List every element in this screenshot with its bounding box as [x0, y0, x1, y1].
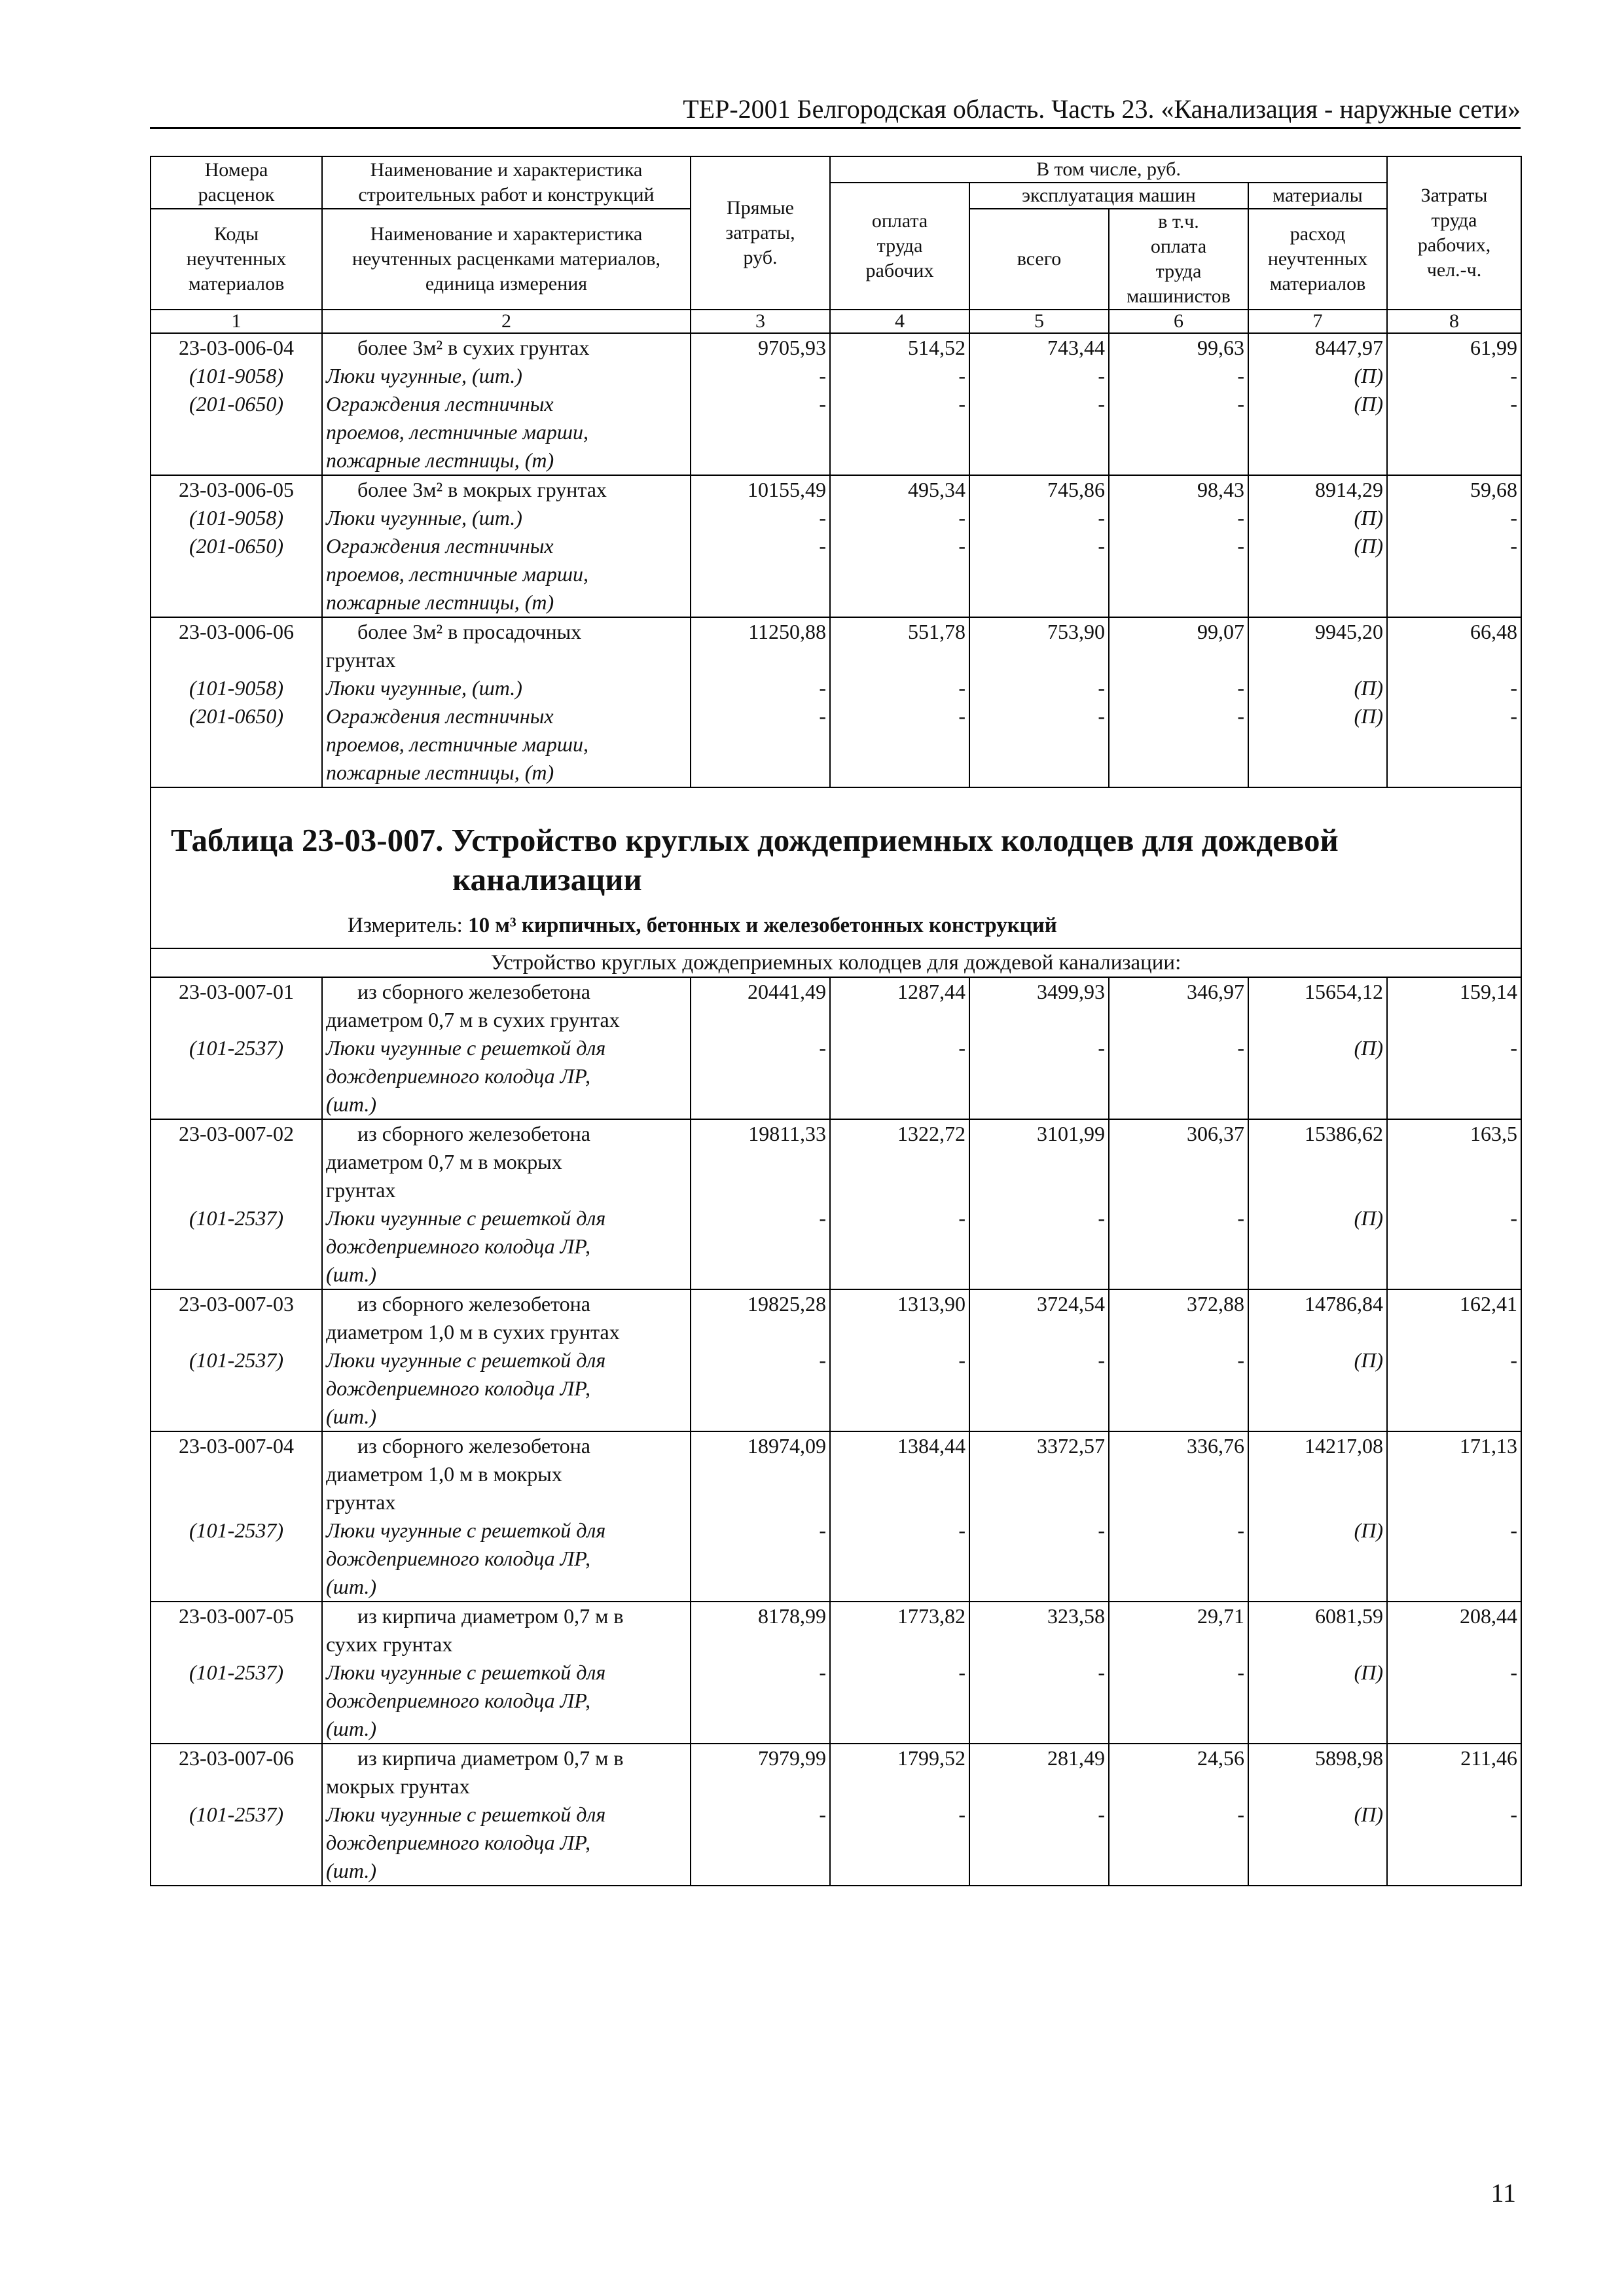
- machines-total-header: всего: [969, 209, 1109, 310]
- col2-top-header: Наименование и характеристика строительных работ и конструкций: [322, 156, 691, 209]
- rate-value: 743,44: [969, 333, 1109, 362]
- material-value: -: [691, 1346, 830, 1431]
- material-name-line: пожарные лестницы, (т): [326, 590, 554, 614]
- table-header: [151, 156, 1521, 333]
- material-name-line: Люки чугунные с решеткой для: [326, 1518, 606, 1542]
- rate-value: 18974,09: [691, 1431, 830, 1516]
- material-name-line: пожарные лестницы, (т): [326, 761, 554, 784]
- material-value: -: [830, 1516, 969, 1602]
- material-row: [151, 1034, 1521, 1119]
- column-number: 7: [1248, 310, 1387, 333]
- table-007-rows: [151, 977, 1521, 1886]
- material-value: -: [830, 1801, 969, 1886]
- material-value: -: [830, 390, 969, 475]
- rate-value: 9945,20: [1248, 617, 1387, 674]
- material-value: (П): [1248, 1659, 1387, 1744]
- rate-name-line: грунтах: [326, 648, 396, 672]
- column-number: 6: [1109, 310, 1248, 333]
- page-number: 11: [1490, 2178, 1516, 2208]
- rate-name-line: из кирпича диаметром 0,7 м в: [357, 1746, 624, 1770]
- material-value: -: [1109, 674, 1248, 702]
- rate-name-line: диаметром 0,7 м в мокрых: [326, 1150, 562, 1174]
- rate-code: 23-03-007-03: [151, 1289, 322, 1346]
- rate-value: 19811,33: [691, 1119, 830, 1204]
- material-name-line: дождеприемного колодца ЛР,: [326, 1234, 590, 1258]
- material-row: [151, 532, 1521, 617]
- rate-value: 745,86: [969, 475, 1109, 504]
- material-row: [151, 390, 1521, 475]
- rate-name-line: более 3м² в просадочных: [357, 620, 582, 643]
- direct-costs-header: Прямые затраты, руб.: [691, 156, 830, 310]
- material-value: -: [969, 1516, 1109, 1602]
- rate-code: 23-03-007-05: [151, 1602, 322, 1659]
- including-header: В том числе, руб.: [830, 156, 1387, 183]
- material-value: -: [969, 504, 1109, 532]
- material-value: -: [1387, 1346, 1521, 1431]
- material-name-line: Люки чугунные с решеткой для: [326, 1206, 606, 1230]
- rate-value: 14786,84: [1248, 1289, 1387, 1346]
- rate-code: 23-03-007-02: [151, 1119, 322, 1204]
- material-name-line: Люки чугунные, (шт.): [326, 506, 522, 529]
- material-value: -: [691, 390, 830, 475]
- material-name: [322, 1659, 691, 1744]
- rate-name: [322, 617, 691, 674]
- operators-wages-header: в т.ч. оплата труда машинистов: [1109, 209, 1248, 310]
- material-name-line: Люки чугунные с решеткой для: [326, 1348, 606, 1372]
- material-value: (П): [1248, 390, 1387, 475]
- section-title: Устройство круглых дождеприемных колодцев для дождевой канализации:: [151, 948, 1521, 977]
- column-number: 3: [691, 310, 830, 333]
- material-name-line: Люки чугунные с решеткой для: [326, 1036, 606, 1060]
- material-value: -: [691, 1659, 830, 1744]
- rate-name-line: из сборного железобетона: [357, 1292, 590, 1316]
- rate-value: 29,71: [1109, 1602, 1248, 1659]
- rate-value: 19825,28: [691, 1289, 830, 1346]
- material-value: -: [691, 504, 830, 532]
- material-value: -: [1387, 1034, 1521, 1119]
- material-name-line: пожарные лестницы, (т): [326, 448, 554, 472]
- rate-value: 14217,08: [1248, 1431, 1387, 1516]
- material-value: -: [969, 1801, 1109, 1886]
- worker-wages-header: оплата труда рабочих: [830, 183, 969, 310]
- material-value: -: [1109, 1346, 1248, 1431]
- rate-name-line: диаметром 0,7 м в сухих грунтах: [326, 1008, 620, 1031]
- material-value: -: [1387, 532, 1521, 617]
- material-name-line: Ограждения лестничных: [326, 392, 554, 416]
- material-value: -: [1387, 1516, 1521, 1602]
- material-row: [151, 1204, 1521, 1289]
- material-value: -: [691, 1801, 830, 1886]
- material-value: -: [1387, 674, 1521, 702]
- column-number: 4: [830, 310, 969, 333]
- material-name: [322, 362, 691, 390]
- material-value: -: [691, 674, 830, 702]
- material-value: -: [969, 1034, 1109, 1119]
- column-number: 1: [151, 310, 322, 333]
- rate-name-line: из сборного железобетона: [357, 1122, 590, 1145]
- rate-value: 3101,99: [969, 1119, 1109, 1204]
- rate-value: 1384,44: [830, 1431, 969, 1516]
- rate-value: 346,97: [1109, 977, 1248, 1034]
- rate-value: 59,68: [1387, 475, 1521, 504]
- material-value: -: [969, 1204, 1109, 1289]
- rate-row: [151, 475, 1521, 504]
- rate-row: [151, 1431, 1521, 1516]
- material-value: (П): [1248, 1346, 1387, 1431]
- material-name-line: (шт.): [326, 1575, 376, 1598]
- material-name-line: Люки чугунные, (шт.): [326, 676, 522, 700]
- material-value: -: [1109, 1659, 1248, 1744]
- rate-value: 9705,93: [691, 333, 830, 362]
- material-value: -: [1109, 1034, 1248, 1119]
- rate-value: 159,14: [1387, 977, 1521, 1034]
- material-value: -: [1109, 1204, 1248, 1289]
- material-name-line: Ограждения лестничных: [326, 704, 554, 728]
- material-value: -: [969, 674, 1109, 702]
- material-name-line: проемов, лестничные марши,: [326, 562, 589, 586]
- table-006-rows: [151, 333, 1521, 787]
- rate-value: 211,46: [1387, 1744, 1521, 1801]
- material-value: -: [1387, 362, 1521, 390]
- material-row: [151, 1801, 1521, 1886]
- rate-value: 281,49: [969, 1744, 1109, 1801]
- rate-value: 11250,88: [691, 617, 830, 674]
- material-value: -: [969, 362, 1109, 390]
- material-value: -: [830, 532, 969, 617]
- table-title-cell: [151, 787, 1521, 948]
- material-value: (П): [1248, 1801, 1387, 1886]
- material-name-line: дождеприемного колодца ЛР,: [326, 1547, 590, 1570]
- material-value: -: [1387, 1801, 1521, 1886]
- rate-value: 1313,90: [830, 1289, 969, 1346]
- rate-value: 10155,49: [691, 475, 830, 504]
- material-name-line: Люки чугунные, (шт.): [326, 364, 522, 387]
- material-value: -: [830, 504, 969, 532]
- material-name-line: Люки чугунные с решеткой для: [326, 1803, 606, 1826]
- material-value: -: [969, 532, 1109, 617]
- rate-value: 1799,52: [830, 1744, 969, 1801]
- material-value: (П): [1248, 674, 1387, 702]
- material-row: [151, 702, 1521, 787]
- material-value: -: [969, 1659, 1109, 1744]
- rates-table: [150, 156, 1522, 1886]
- material-code: (101-2537): [151, 1204, 322, 1289]
- rate-value: 171,13: [1387, 1431, 1521, 1516]
- rate-value: 5898,98: [1248, 1744, 1387, 1801]
- material-value: -: [1387, 702, 1521, 787]
- material-value: -: [1109, 504, 1248, 532]
- rate-row: [151, 1744, 1521, 1801]
- material-name-line: (шт.): [326, 1859, 376, 1882]
- material-value: -: [1387, 1204, 1521, 1289]
- rate-value: 24,56: [1109, 1744, 1248, 1801]
- material-code: (101-9058): [151, 674, 322, 702]
- rate-value: 99,07: [1109, 617, 1248, 674]
- material-name: [322, 1346, 691, 1431]
- material-row: [151, 1516, 1521, 1602]
- material-value: -: [691, 1516, 830, 1602]
- material-value: (П): [1248, 504, 1387, 532]
- rate-value: 20441,49: [691, 977, 830, 1034]
- material-value: -: [1109, 1801, 1248, 1886]
- material-code: (101-9058): [151, 362, 322, 390]
- material-value: -: [691, 1034, 830, 1119]
- material-name: [322, 1516, 691, 1602]
- rate-value: 208,44: [1387, 1602, 1521, 1659]
- material-row: [151, 674, 1521, 702]
- rate-value: 8914,29: [1248, 475, 1387, 504]
- column-number: 2: [322, 310, 691, 333]
- running-header: ТЕР-2001 Белгородская область. Часть 23. «Канализация - наружные сети»: [150, 93, 1521, 129]
- material-value: -: [969, 702, 1109, 787]
- rate-row: [151, 333, 1521, 362]
- rate-row: [151, 1602, 1521, 1659]
- rate-name-line: грунтах: [326, 1490, 396, 1514]
- material-value: -: [830, 1659, 969, 1744]
- rate-name: [322, 1119, 691, 1204]
- material-value: (П): [1248, 532, 1387, 617]
- column-number: 5: [969, 310, 1109, 333]
- material-value: -: [691, 1204, 830, 1289]
- material-value: -: [830, 1204, 969, 1289]
- machines-header: эксплуатация машин: [969, 183, 1248, 209]
- unaccounted-materials-header: расход неучтенных материалов: [1248, 209, 1387, 310]
- rate-name-line: более 3м² в мокрых грунтах: [357, 478, 607, 501]
- material-value: -: [830, 362, 969, 390]
- rate-value: 1322,72: [830, 1119, 969, 1204]
- rate-code: 23-03-006-06: [151, 617, 322, 674]
- rate-value: 372,88: [1109, 1289, 1248, 1346]
- rate-value: 551,78: [830, 617, 969, 674]
- material-name-line: дождеприемного колодца ЛР,: [326, 1689, 590, 1712]
- material-code: (101-2537): [151, 1034, 322, 1119]
- rate-name-line: более 3м² в сухих грунтах: [357, 336, 590, 359]
- column-number: 8: [1387, 310, 1521, 333]
- material-name-line: Люки чугунные с решеткой для: [326, 1660, 606, 1684]
- material-value: -: [830, 1034, 969, 1119]
- material-name-line: дождеприемного колодца ЛР,: [326, 1064, 590, 1088]
- material-name: [322, 1034, 691, 1119]
- rate-name-line: диаметром 1,0 м в сухих грунтах: [326, 1320, 620, 1344]
- material-value: -: [691, 362, 830, 390]
- rate-code: 23-03-007-01: [151, 977, 322, 1034]
- material-name: [322, 504, 691, 532]
- rate-value: 8178,99: [691, 1602, 830, 1659]
- labor-costs-header: Затраты труда рабочих, чел.-ч.: [1387, 156, 1521, 310]
- rate-value: 7979,99: [691, 1744, 830, 1801]
- rate-name: [322, 1431, 691, 1516]
- material-value: (П): [1248, 362, 1387, 390]
- rate-value: 15386,62: [1248, 1119, 1387, 1204]
- rate-name: [322, 1602, 691, 1659]
- rate-name: [322, 333, 691, 362]
- rate-name: [322, 1289, 691, 1346]
- material-code: (201-0650): [151, 702, 322, 787]
- rate-value: 1287,44: [830, 977, 969, 1034]
- rate-value: 8447,97: [1248, 333, 1387, 362]
- materials-header: материалы: [1248, 183, 1387, 209]
- measurement-unit: Измеритель: 10 м³ кирпичных, бетонных и железобетонных конструкций: [348, 914, 1057, 937]
- material-value: (П): [1248, 702, 1387, 787]
- rate-name: [322, 977, 691, 1034]
- rate-code: 23-03-007-04: [151, 1431, 322, 1516]
- material-name-line: (шт.): [326, 1263, 376, 1286]
- material-value: -: [830, 1346, 969, 1431]
- material-value: -: [1109, 1516, 1248, 1602]
- rate-value: 163,5: [1387, 1119, 1521, 1204]
- rate-name-line: из сборного железобетона: [357, 980, 590, 1003]
- material-value: -: [1109, 532, 1248, 617]
- rate-code: 23-03-006-05: [151, 475, 322, 504]
- material-value: -: [1109, 390, 1248, 475]
- material-value: -: [1387, 1659, 1521, 1744]
- material-value: -: [1387, 504, 1521, 532]
- material-name-line: дождеприемного колодца ЛР,: [326, 1831, 590, 1854]
- rate-name: [322, 475, 691, 504]
- material-code: (101-2537): [151, 1516, 322, 1602]
- rate-name-line: грунтах: [326, 1178, 396, 1202]
- material-value: -: [691, 532, 830, 617]
- material-value: -: [691, 702, 830, 787]
- material-value: (П): [1248, 1516, 1387, 1602]
- material-row: [151, 362, 1521, 390]
- rate-name-line: диаметром 1,0 м в мокрых: [326, 1462, 562, 1486]
- material-name-line: проемов, лестничные марши,: [326, 420, 589, 444]
- rate-value: 753,90: [969, 617, 1109, 674]
- rate-value: 3372,57: [969, 1431, 1109, 1516]
- rate-name: [322, 1744, 691, 1801]
- material-row: [151, 504, 1521, 532]
- rate-value: 162,41: [1387, 1289, 1521, 1346]
- material-name: [322, 702, 691, 787]
- table-title: Таблица 23-03-007. Устройство круглых дождеприемных колодцев для дождевой канализации: [171, 822, 1339, 897]
- material-code: (101-9058): [151, 504, 322, 532]
- material-name-line: (шт.): [326, 1717, 376, 1740]
- material-name: [322, 1801, 691, 1886]
- material-code: (101-2537): [151, 1801, 322, 1886]
- rate-row: [151, 1119, 1521, 1204]
- material-code: (201-0650): [151, 390, 322, 475]
- material-name-line: (шт.): [326, 1092, 376, 1116]
- material-name: [322, 1204, 691, 1289]
- rate-code: 23-03-006-04: [151, 333, 322, 362]
- material-value: -: [830, 702, 969, 787]
- material-code: (201-0650): [151, 532, 322, 617]
- table-007-heading: [151, 787, 1521, 977]
- rate-name-line: из кирпича диаметром 0,7 м в: [357, 1604, 624, 1628]
- rate-value: 66,48: [1387, 617, 1521, 674]
- material-name-line: дождеприемного колодца ЛР,: [326, 1376, 590, 1400]
- material-name-line: проемов, лестничные марши,: [326, 732, 589, 756]
- rate-name-line: мокрых грунтах: [326, 1774, 470, 1798]
- material-value: -: [969, 1346, 1109, 1431]
- rate-value: 495,34: [830, 475, 969, 504]
- material-row: [151, 1346, 1521, 1431]
- rate-code: 23-03-007-06: [151, 1744, 322, 1801]
- material-name: [322, 390, 691, 475]
- material-name-line: Ограждения лестничных: [326, 534, 554, 558]
- material-value: (П): [1248, 1034, 1387, 1119]
- rate-value: 323,58: [969, 1602, 1109, 1659]
- rate-value: 98,43: [1109, 475, 1248, 504]
- rate-value: 1773,82: [830, 1602, 969, 1659]
- material-value: -: [1387, 390, 1521, 475]
- rate-value: 3499,93: [969, 977, 1109, 1034]
- rate-value: 99,63: [1109, 333, 1248, 362]
- material-value: -: [1109, 362, 1248, 390]
- rate-name-line: из сборного железобетона: [357, 1434, 590, 1458]
- rate-name-line: сухих грунтах: [326, 1632, 453, 1656]
- rate-value: 15654,12: [1248, 977, 1387, 1034]
- material-code: (101-2537): [151, 1346, 322, 1431]
- col1-bottom-header: Коды неучтенных материалов: [151, 209, 322, 310]
- column-numbers-row: [151, 310, 1521, 333]
- material-value: -: [969, 390, 1109, 475]
- col2-bottom-header: Наименование и характеристика неучтенных расценками материалов, единица измерения: [322, 209, 691, 310]
- material-name: [322, 532, 691, 617]
- material-value: -: [830, 674, 969, 702]
- rate-value: 3724,54: [969, 1289, 1109, 1346]
- rate-value: 61,99: [1387, 333, 1521, 362]
- rate-value: 306,37: [1109, 1119, 1248, 1204]
- rate-value: 336,76: [1109, 1431, 1248, 1516]
- material-row: [151, 1659, 1521, 1744]
- col1-top-header: Номера расценок: [151, 156, 322, 209]
- rate-row: [151, 1289, 1521, 1346]
- material-value: -: [1109, 702, 1248, 787]
- rate-row: [151, 617, 1521, 674]
- material-value: (П): [1248, 1204, 1387, 1289]
- rate-value: 6081,59: [1248, 1602, 1387, 1659]
- material-code: (101-2537): [151, 1659, 322, 1744]
- material-name: [322, 674, 691, 702]
- material-name-line: (шт.): [326, 1405, 376, 1428]
- rate-value: 514,52: [830, 333, 969, 362]
- rate-row: [151, 977, 1521, 1034]
